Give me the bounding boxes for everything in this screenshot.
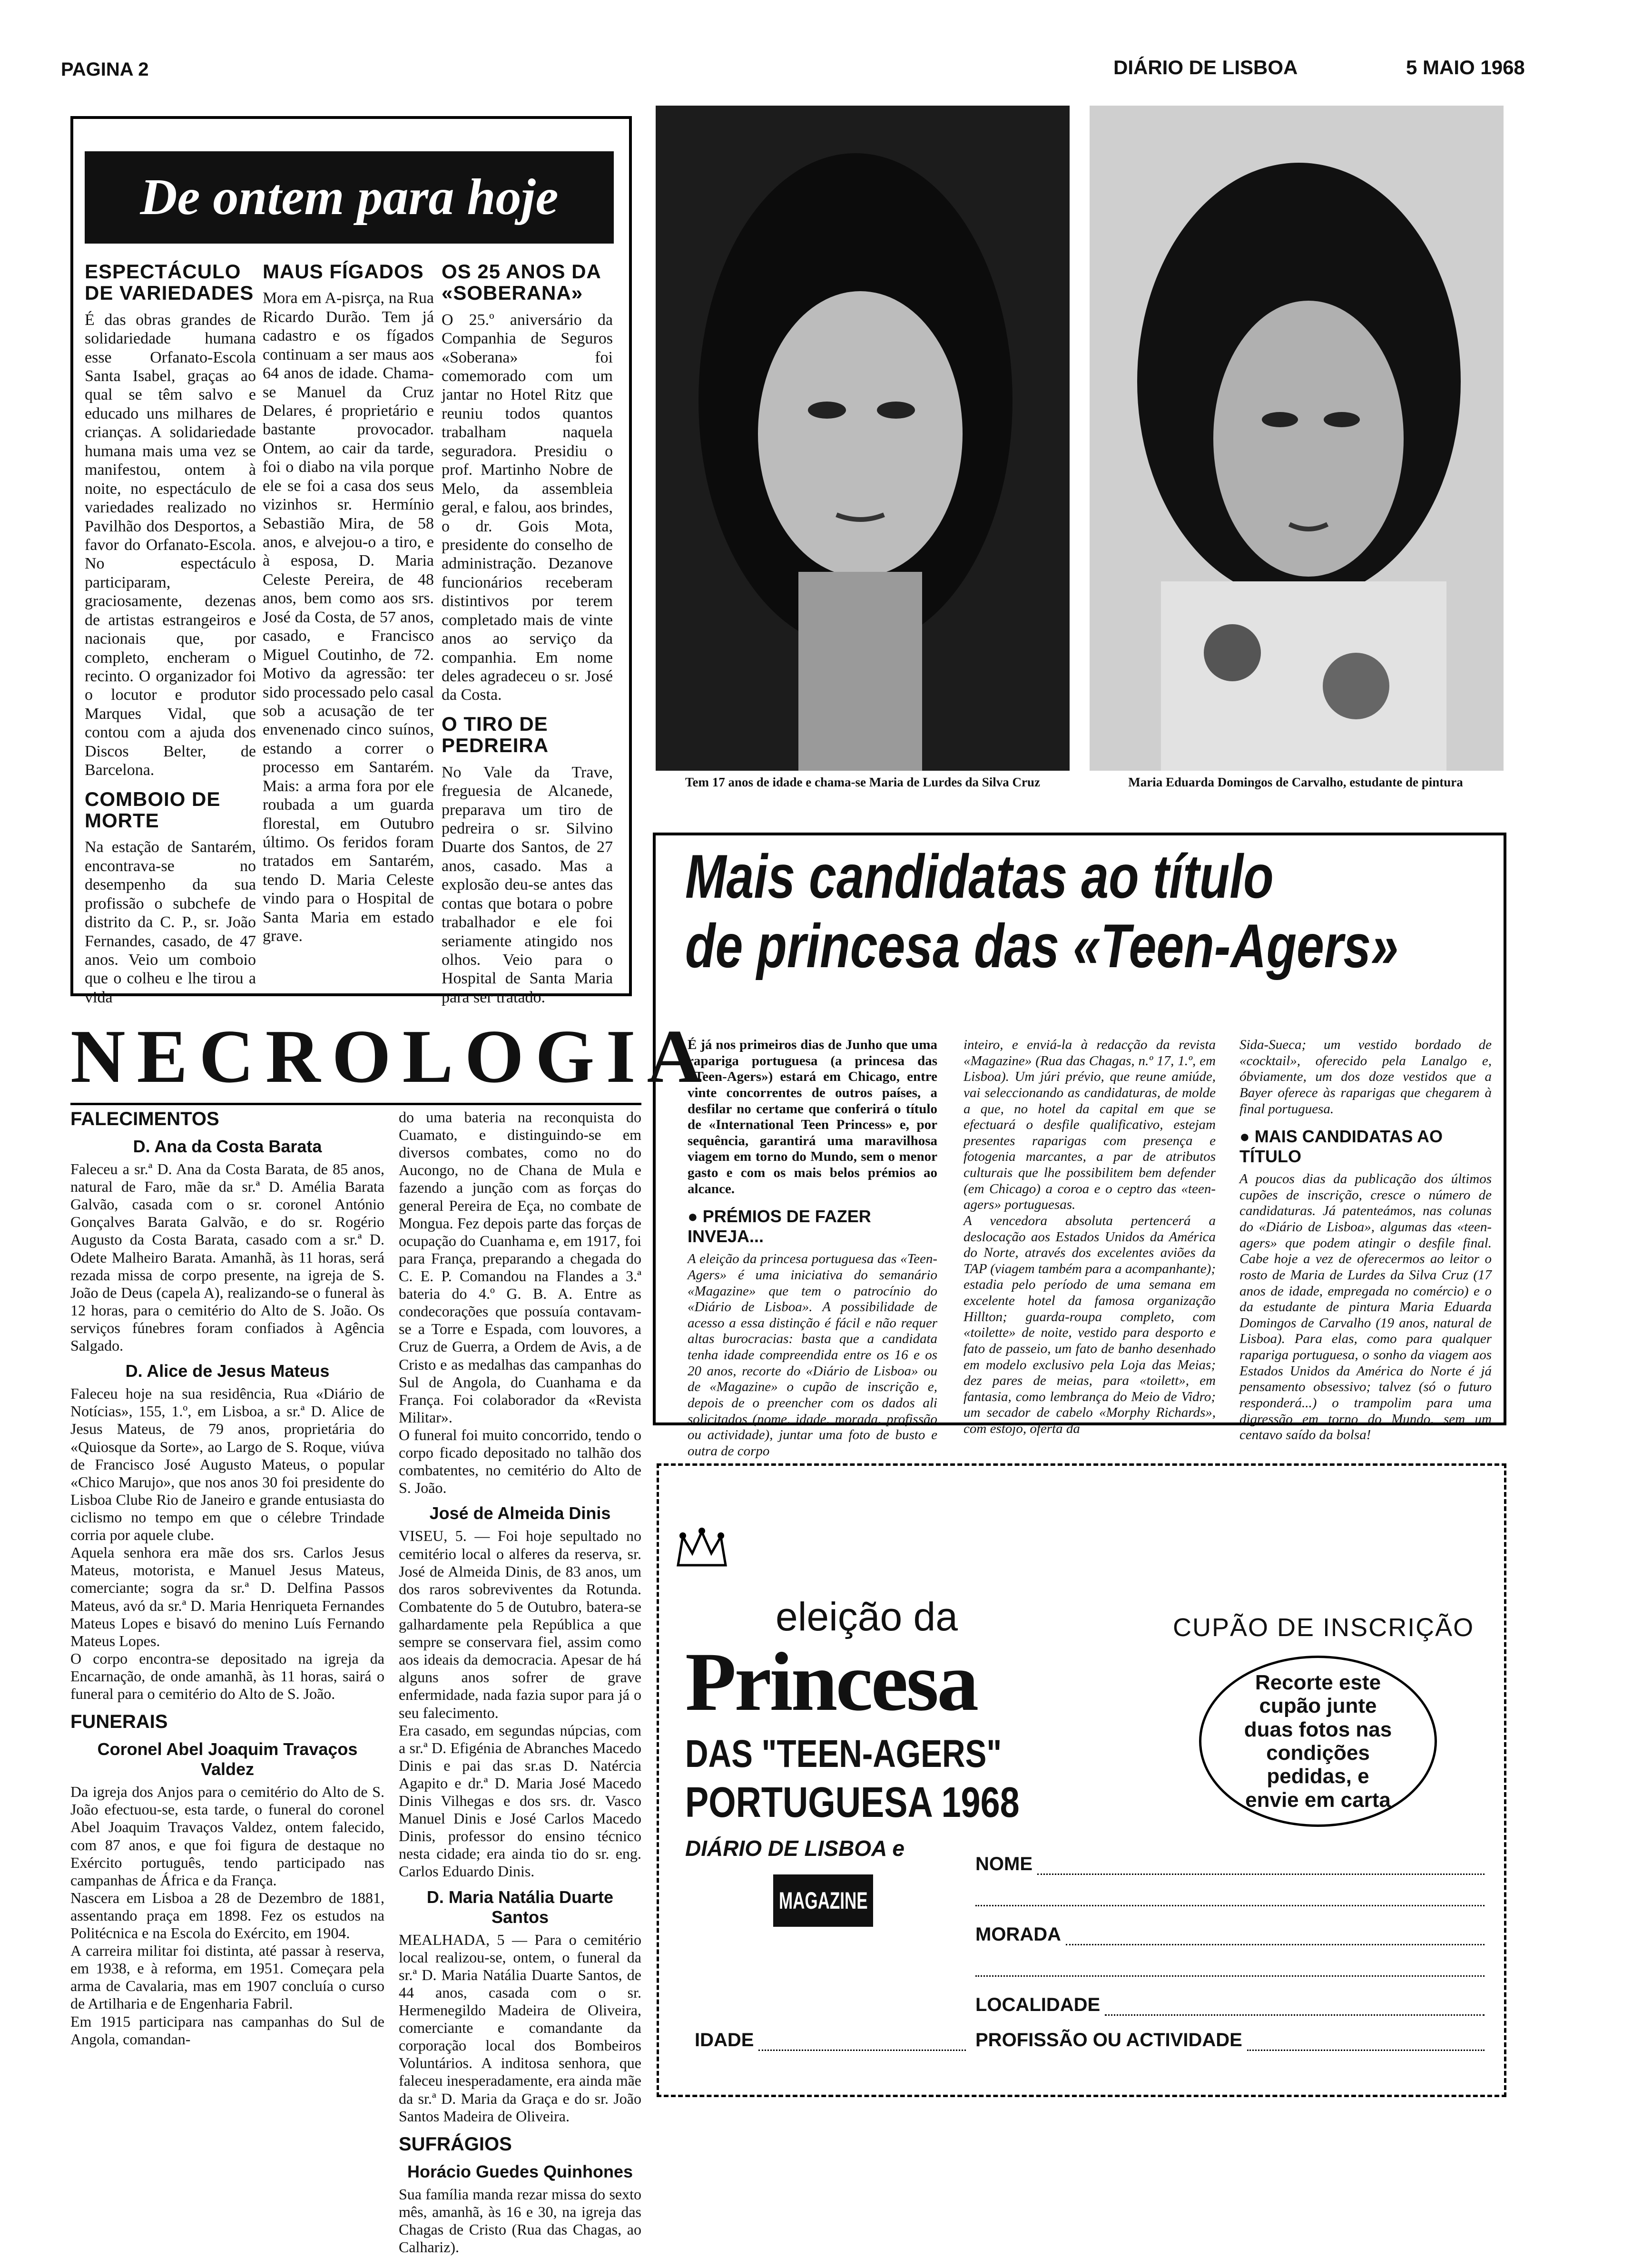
- obituary-text-ana-barata: Faleceu a sr.ª D. Ana da Costa Barata, de 85 anos, natural de Faro, mãe da sr.ª D. Amélia Barata Galvão, casada com o sr. coronel António Gonçalves Barata Galvão, e do sr. Rogério Augusto da Costa Barata, casado com a sr.ª D. Odete Malheiro Barata. Amanhã, às 11 horas, será rezada missa de corpo presente, na igreja de S. João de Deus (capela A), realizando-se o funeral às 12 horas, para o cemitério do Alto de S. João. Os serviços fúnebres foram confiados à Agência Salgado.: [70, 1160, 384, 1354]
- coupon-instructions: Recorte este cupão junte duas fotos nas condições pedidas, e envie em carta: [1244, 1671, 1392, 1812]
- coupon-dotline-localidade[interactable]: [1105, 1998, 1485, 2016]
- coupon-field-morada-2[interactable]: [975, 1959, 1485, 1977]
- coupon-dotline-morada-2[interactable]: [975, 1959, 1485, 1977]
- article-column-1: [688, 1037, 937, 1459]
- article-subhead-candidatas: ● MAIS CANDIDATAS AO TÍTULO: [1239, 1127, 1443, 1167]
- article-lead: É já nos primeiros dias de Junho que uma rapariga portuguesa (a princesa das «Teen-Agers») estará em Chicago, entre vinte concorrentes de outros países, a desfilar no certame que conferirá o título de «International Teen Princess» e, por sequência, garantirá uma maravilhosa viagem em torno do Mundo, sem o menor gasto e com os mais belos prémios ao alcance.: [688, 1037, 937, 1197]
- coupon-instructions-oval: [1199, 1656, 1437, 1827]
- coupon-field-idade[interactable]: [695, 2030, 966, 2051]
- article-headline-line-1: Mais candidatas ao título: [685, 842, 1274, 911]
- article-column-2: [964, 1037, 1216, 1437]
- photo-caption-1: Tem 17 anos de idade e chama-se Maria de Lurdes da Silva Cruz: [685, 775, 1040, 789]
- article-title-soberana: OS 25 ANOS DA «SOBERANA»: [442, 260, 601, 304]
- coupon-dotline-nome[interactable]: [1037, 1857, 1485, 1875]
- portrait-graphic-1: [656, 106, 1070, 771]
- paper-name: DIÁRIO DE LISBOA: [1113, 56, 1298, 78]
- page-date: 5 MAIO 1968: [1406, 56, 1525, 78]
- article-headline: [685, 842, 1399, 981]
- photo-maria-de-lurdes: [656, 106, 1070, 771]
- coupon-magazine-text: MAGAZINE: [778, 1887, 868, 1914]
- article-title-espectaculo: ESPECTÁCULO DE VARIEDADES: [85, 260, 254, 304]
- article-text-col3-rest: A poucos dias da publicação dos últimos cupões de inscrição, cresce o número de candidaturas. Já patenteámos, nas colunas do «Diário de Lisboa», algumas das «teen-agers» que podem atingir o desfile final. Cabe hoje a vez de oferecermos ao leitor o rosto de Maria de Lurdes da Silva Cruz (17 anos de idade, empregada no comércio) e o da estudante de pintura Maria Eduarda Domingos de Carvalho (19 anos, natural de Lisboa). Para elas, como para qualquer rapariga portuguesa, o sonho da viagem aos Estados Unidos da América do Norte é já pensamento obsessivo; talvez (só o futuro responderá...) o trampolim para uma digressão em torno do Mundo, sem um centavo saído da bolsa!: [1239, 1171, 1492, 1443]
- article-text-maus-figados: Mora em A-pisrça, na Rua Ricardo Durão. Tem já cadastro e os fígados continuam a ser maus aos 64 anos de idade. Chama-se Manuel da Cruz Delares, é proprietário e bastante provocador. Ontem, ao cair da tarde, foi o diabo na vila porque ele se foi a casa dos seus vizinhos sr. Hermínio Sebastião Mira, de 58 anos, e alvejou-o a tiro, e à esposa, D. Maria Celeste Pereira, de 48 anos, bem como aos srs. José da Costa, de 57 anos, casado, e Francisco Miguel Coutinho, de 72. Motivo da agressão: ter sido processado pelo casal sob a acusação de ter envenenado cinco suínos, estando a correr o processo em Santarém. Mais: a arma fora por ele roubada a um guarda florestal, em Outubro último. Os feridos foram tratados em Santarém, tendo D. Maria Celeste vindo para o Hospital de Santa Maria em estado grave.: [263, 289, 434, 945]
- obituary-name-natalia-santos: D. Maria Natália Duarte Santos: [426, 1887, 614, 1927]
- article-title-pedreira: O TIRO DE PEDREIRA: [442, 712, 549, 757]
- ontem-banner-text: De ontem para hoje: [140, 169, 559, 226]
- coupon-title: CUPÃO DE INSCRIÇÃO: [1173, 1613, 1475, 1642]
- ontem-column-3: [442, 261, 613, 1007]
- coupon-diario-de-lisboa: DIÁRIO DE LISBOA e: [685, 1836, 905, 1861]
- photo-maria-eduarda: [1090, 106, 1504, 771]
- article-text-comboio: Na estação de Santarém, encontrava-se no desempenho da sua profissão o subchefe de distrito da C. P., sr. João Fernandes, casado, de 47 anos. Veio um comboio que o colheu e lhe tirou a vida: [85, 838, 256, 1006]
- article-text-col2: inteiro, e enviá-la à redacção da revista «Magazine» (Rua das Chagas, n.º 17, 1.º, em Lisboa). Um júri prévio, que reune amiúde, vai seleccionando as candidaturas, de molde a que, no hotel da capital em que se efectuará o desfile qualificativo, estejam presentes raparigas com presença e fotogenia marcantes, a par de atributos culturais que lhe possibilitem bem defender (em Chicago) a coroa e o ceptro das «teen-agers» portuguesas. A vencedora absoluta pertencerá a deslocação aos Estados Unidos da América do Norte, através dos excelentes aviões da TAP (viagem também para a acompanhante); estadia pelo período de uma semana em excelente hotel da famosa organização Hillton; guarda-roupa completo, com «toilette» de noite, vestido para desporto e fato de passeio, um fato de banho desenhado em modelo exclusivo pela Loja das Meias; dez pares de meias, para «toilett», em fantasia, como lembrança do Meio de Vidro; um secador de cabelo «Morphy Richards», com estojo, oferta da: [964, 1037, 1216, 1436]
- sufragio-text-quinhones: Sua família manda rezar missa do sexto mês, amanhã, às 16 e 30, na igreja das Chagas de Cristo (Rua das Chagas, ao Calhariz).: [399, 2185, 641, 2256]
- coupon-label-profissao: PROFISSÃO OU ACTIVIDADE: [975, 2030, 1242, 2050]
- ontem-column-1: [85, 261, 256, 1007]
- article-headline-line-2: de princesa das «Teen-Agers»: [685, 911, 1399, 981]
- sufragio-name-quinhones: Horácio Guedes Quinhones: [407, 2161, 633, 2181]
- ontem-banner: [85, 151, 614, 244]
- coupon-das-teen-agers: DAS "TEEN-AGERS": [685, 1732, 1002, 1775]
- photo-caption-2: Maria Eduarda Domingos de Carvalho, estudante de pintura: [1128, 775, 1463, 789]
- necrologia-sufragios-head: SUFRÁGIOS: [399, 2133, 512, 2155]
- article-title-maus-figados: MAUS FÍGADOS: [263, 260, 424, 283]
- coupon-field-profissao[interactable]: [975, 2030, 1485, 2051]
- coupon-label-morada: MORADA: [975, 1924, 1061, 1945]
- obituary-text-abel-valdez: Da igreja dos Anjos para o cemitério do Alto de S. João efectuou-se, esta tarde, o funeral do coronel Abel Joaquim Travaços Valdez, ontem falecido, com 87 anos, e que foi figura de destaque no Exército português, tendo participado nas campanhas de África e da França. Nascera em Lisboa a 28 de Dezembro de 1881, assentando praça em 1898. Fez os estudos na Politécnica e na Escola do Exército, em 1904. A carreira militar foi distinta, até passar à reserva, em 1938, e à reforma, em 1951. Começara pela arma de Cavalaria, mas em 1907 concluía o curso de Artilharia e de Engenharia Fabril. Em 1915 participara nas campanhas do Sul de Angola, comandan-: [70, 1783, 384, 2048]
- article-text-col1: A eleição da princesa portuguesa das «Teen-Agers» é uma iniciativa do semanário «Magazine» que tem o patrocínio do «Diário de Lisboa». A possibilidade de acesso a essa distinção é fácil e não requer altas burocracias: basta que a candidata tenha idade compreendida entre os 16 e os 20 anos, recorte do «Diário de Lisboa» ou de «Magazine» o cupão de inscrição e, depois de o preencher com os dados ali solicitados (nome, idade, morada, profissão ou actividade), juntar uma foto de busto e outra de corpo: [688, 1251, 937, 1459]
- coupon-magazine-logo: [773, 1874, 873, 1927]
- coupon-princesa: Princesa: [685, 1636, 977, 1728]
- coupon-label-idade: IDADE: [695, 2030, 754, 2050]
- obituary-text-almeida-dinis: VISEU, 5. — Foi hoje sepultado no cemitério local o alferes da reserva, sr. José de Almeida Dinis, de 83 anos, um dos raros sobreviventes da Rotunda. Combatente do 5 de Outubro, batera-se galhardamente pela República a que sempre se conservara fiel, assim como aos ideais da democracia. Apesar de há alguns anos sofrer de grave enfermidade, nada fazia supor para já o seu falecimento. Era casado, em segundas núpcias, com a sr.ª D. Efigénia de Abranches Macedo Dinis e pai das sr.as D. Natércia Agapito e dr.ª D. Maria José Macedo Dinis Vilhegas e dos srs. dr. Vasco Manuel Dinis e José Carlos Macedo Dinis, professor do ensino técnico nesta cidade; era ainda tio do sr. eng. Carlos Eduardo Dinis.: [399, 1527, 641, 1880]
- coupon-dotline-idade[interactable]: [758, 2033, 966, 2051]
- obituary-name-almeida-dinis: José de Almeida Dinis: [429, 1503, 611, 1523]
- coupon-field-blank[interactable]: [975, 1889, 1485, 1906]
- article-text-col3: Sida-Sueca; um vestido bordado de «cocktail», oferecido pela Lanalgo e, óbviamente, um dos doze vestidos que a Bayer oferece às raparigas que chegarem à final portuguesa.: [1239, 1037, 1492, 1117]
- coupon-field-nome[interactable]: [975, 1854, 1485, 1875]
- coupon-eleicao: eleição da: [776, 1594, 958, 1639]
- necrologia-rule: [70, 1103, 641, 1105]
- coupon-field-localidade[interactable]: [975, 1994, 1485, 2016]
- necrologia-title: NECROLOGIA: [70, 1014, 714, 1099]
- obituary-text-valdez-cont: do uma bateria na reconquista do Cuamato, e distinguindo-se em diversos combates, como no do Aucongo, no de Chana de Mula e fazendo a junção com as forças do general Pereira de Eça, no combate de Mongua. Fez depois parte das forças de ocupação do Cuanhama e, em 1917, foi para França, preparando a chegada do C. E. P. Comandou na Flandes a 3.ª bateria do 4.º G. B. A. Entre as condecorações que possuía contavam-se a Torre e Espada, com louvores, a Cruz de Guerra, a Ordem de Avis, a de Cristo e as medalhas das campanhas do Sul de Angola, do Cuanhama e da França. Foi colaborador da «Revista Militar». O funeral foi muito concorrido, tendo o corpo ficado depositado no talhão dos combatentes, no cemitério do Alto de S. João.: [399, 1108, 641, 1497]
- necrologia-funerais-head: FUNERAIS: [70, 1711, 168, 1733]
- article-title-comboio: COMBOIO DE MORTE: [85, 787, 221, 832]
- coupon-label-localidade: LOCALIDADE: [975, 1994, 1101, 2015]
- article-column-3: [1239, 1037, 1492, 1443]
- coupon-dotline-profissao[interactable]: [1247, 2033, 1485, 2051]
- article-text-pedreira: No Vale da Trave, freguesia de Alcanede, preparava um tiro de pedreira o sr. Silvino Duarte dos Santos, de 27 anos, casado. Mas a explosão deu-se antes das contas que botara o pobre trabalhador e ele foi seriamente atingido nos olhos. Veio para o Hospital de Santa Maria para ser tratado.: [442, 763, 613, 1006]
- necrologia-column-1: [70, 1108, 384, 2048]
- coupon-crown-icon: [676, 1527, 728, 1572]
- page-label: PAGINA 2: [61, 59, 149, 80]
- obituary-name-abel-valdez: Coronel Abel Joaquim Travaços Valdez: [97, 1739, 358, 1779]
- coupon-label-nome: NOME: [975, 1854, 1032, 1874]
- obituary-name-alice-mateus: D. Alice de Jesus Mateus: [125, 1361, 330, 1381]
- ontem-column-2: [263, 261, 434, 946]
- coupon-field-morada[interactable]: [975, 1924, 1485, 1945]
- coupon-dotline-morada[interactable]: [1066, 1928, 1485, 1945]
- coupon-portuguesa: PORTUGUESA 1968: [685, 1779, 1020, 1826]
- article-text-soberana: O 25.º aniversário da Companhia de Seguros «Soberana» foi comemorado com um jantar no Hotel Ritz que reuniu todos quantos trabalham naquela seguradora. Presidiu o prof. Martinho Nobre de Melo, da assembleia geral, e falou, aos brindes, o dr. Gois Mota, presidente do conselho de administração. Dezanove funcionários receberam distintivos por terem completado mais de vinte anos ao serviço da companhia. Em nome deles agradeceu o sr. José da Costa.: [442, 311, 613, 704]
- obituary-text-natalia-santos: MEALHADA, 5 — Para o cemitério local realizou-se, ontem, o funeral da sr.ª D. Maria Natália Duarte Santos, de 44 anos, casada com o sr. Hermenegildo Madeira de Oliveira, comerciante e comandante da corporação local dos Bombeiros Voluntários. A inditosa senhora, que faleceu inesperadamente, era ainda mãe da sr.ª D. Maria da Graça e do sr. João Santos Madeira de Oliveira.: [399, 1931, 641, 2125]
- article-text-espectaculo: É das obras grandes de solidariedade humana esse Orfanato-Escola Santa Isabel, graças ao qual se têm salvo e educado uns milhares de crianças. A solidariedade humana mais uma vez se manifestou, ontem à noite, no espectáculo de variedades realizado no Pavilhão dos Desportos, a favor do Orfanato-Escola. No espectáculo participaram, graciosamente, dezenas de artistas estrangeiros e nacionais que, por completo, encheram o recinto. O organizador foi o locutor e produtor Marques Vidal, que contou com a ajuda dos Discos Belter, de Barcelona.: [85, 311, 256, 779]
- necrologia-falecimentos-head: FALECIMENTOS: [70, 1108, 219, 1129]
- necrologia-column-2: [399, 1108, 641, 2256]
- article-subhead-premios: ● PRÉMIOS DE FAZER INVEJA...: [688, 1206, 871, 1246]
- obituary-text-alice-mateus: Faleceu hoje na sua residência, Rua «Diário de Notícias», 155, 1.º, em Lisboa, a sr.ª D. Alice de Jesus Mateus, de 79 anos, proprietária do «Quiosque da Sorte», ao Largo de S. Roque, viúva de Francisco José Augusto Mateus, o popular «Chico Marujo», que nos anos 30 foi presidente do Lisboa Clube Rio de Janeiro e grande entusiasta do ciclismo no tempo em que o célebre Trindade corria por aquele clube. Aquela senhora era mãe dos srs. Carlos Jesus Mateus, motorista, e Manuel Jesus Mateus, comerciante; sogra da sr.ª D. Delfina Passos Mateus, avó da sr.ª D. Maria Henriqueta Fernandes Mateus Lopes e bisavó do menino Luís Fernando Mateus Lopes. O corpo encontra-se depositado na igreja da Encarnação, de onde amanhã, às 11 horas, sairá o funeral para o cemitério do Alto de S. João.: [70, 1385, 384, 1703]
- obituary-name-ana-barata: D. Ana da Costa Barata: [133, 1137, 322, 1156]
- coupon-dotline-blank[interactable]: [975, 1889, 1485, 1906]
- portrait-graphic-2: [1090, 106, 1504, 771]
